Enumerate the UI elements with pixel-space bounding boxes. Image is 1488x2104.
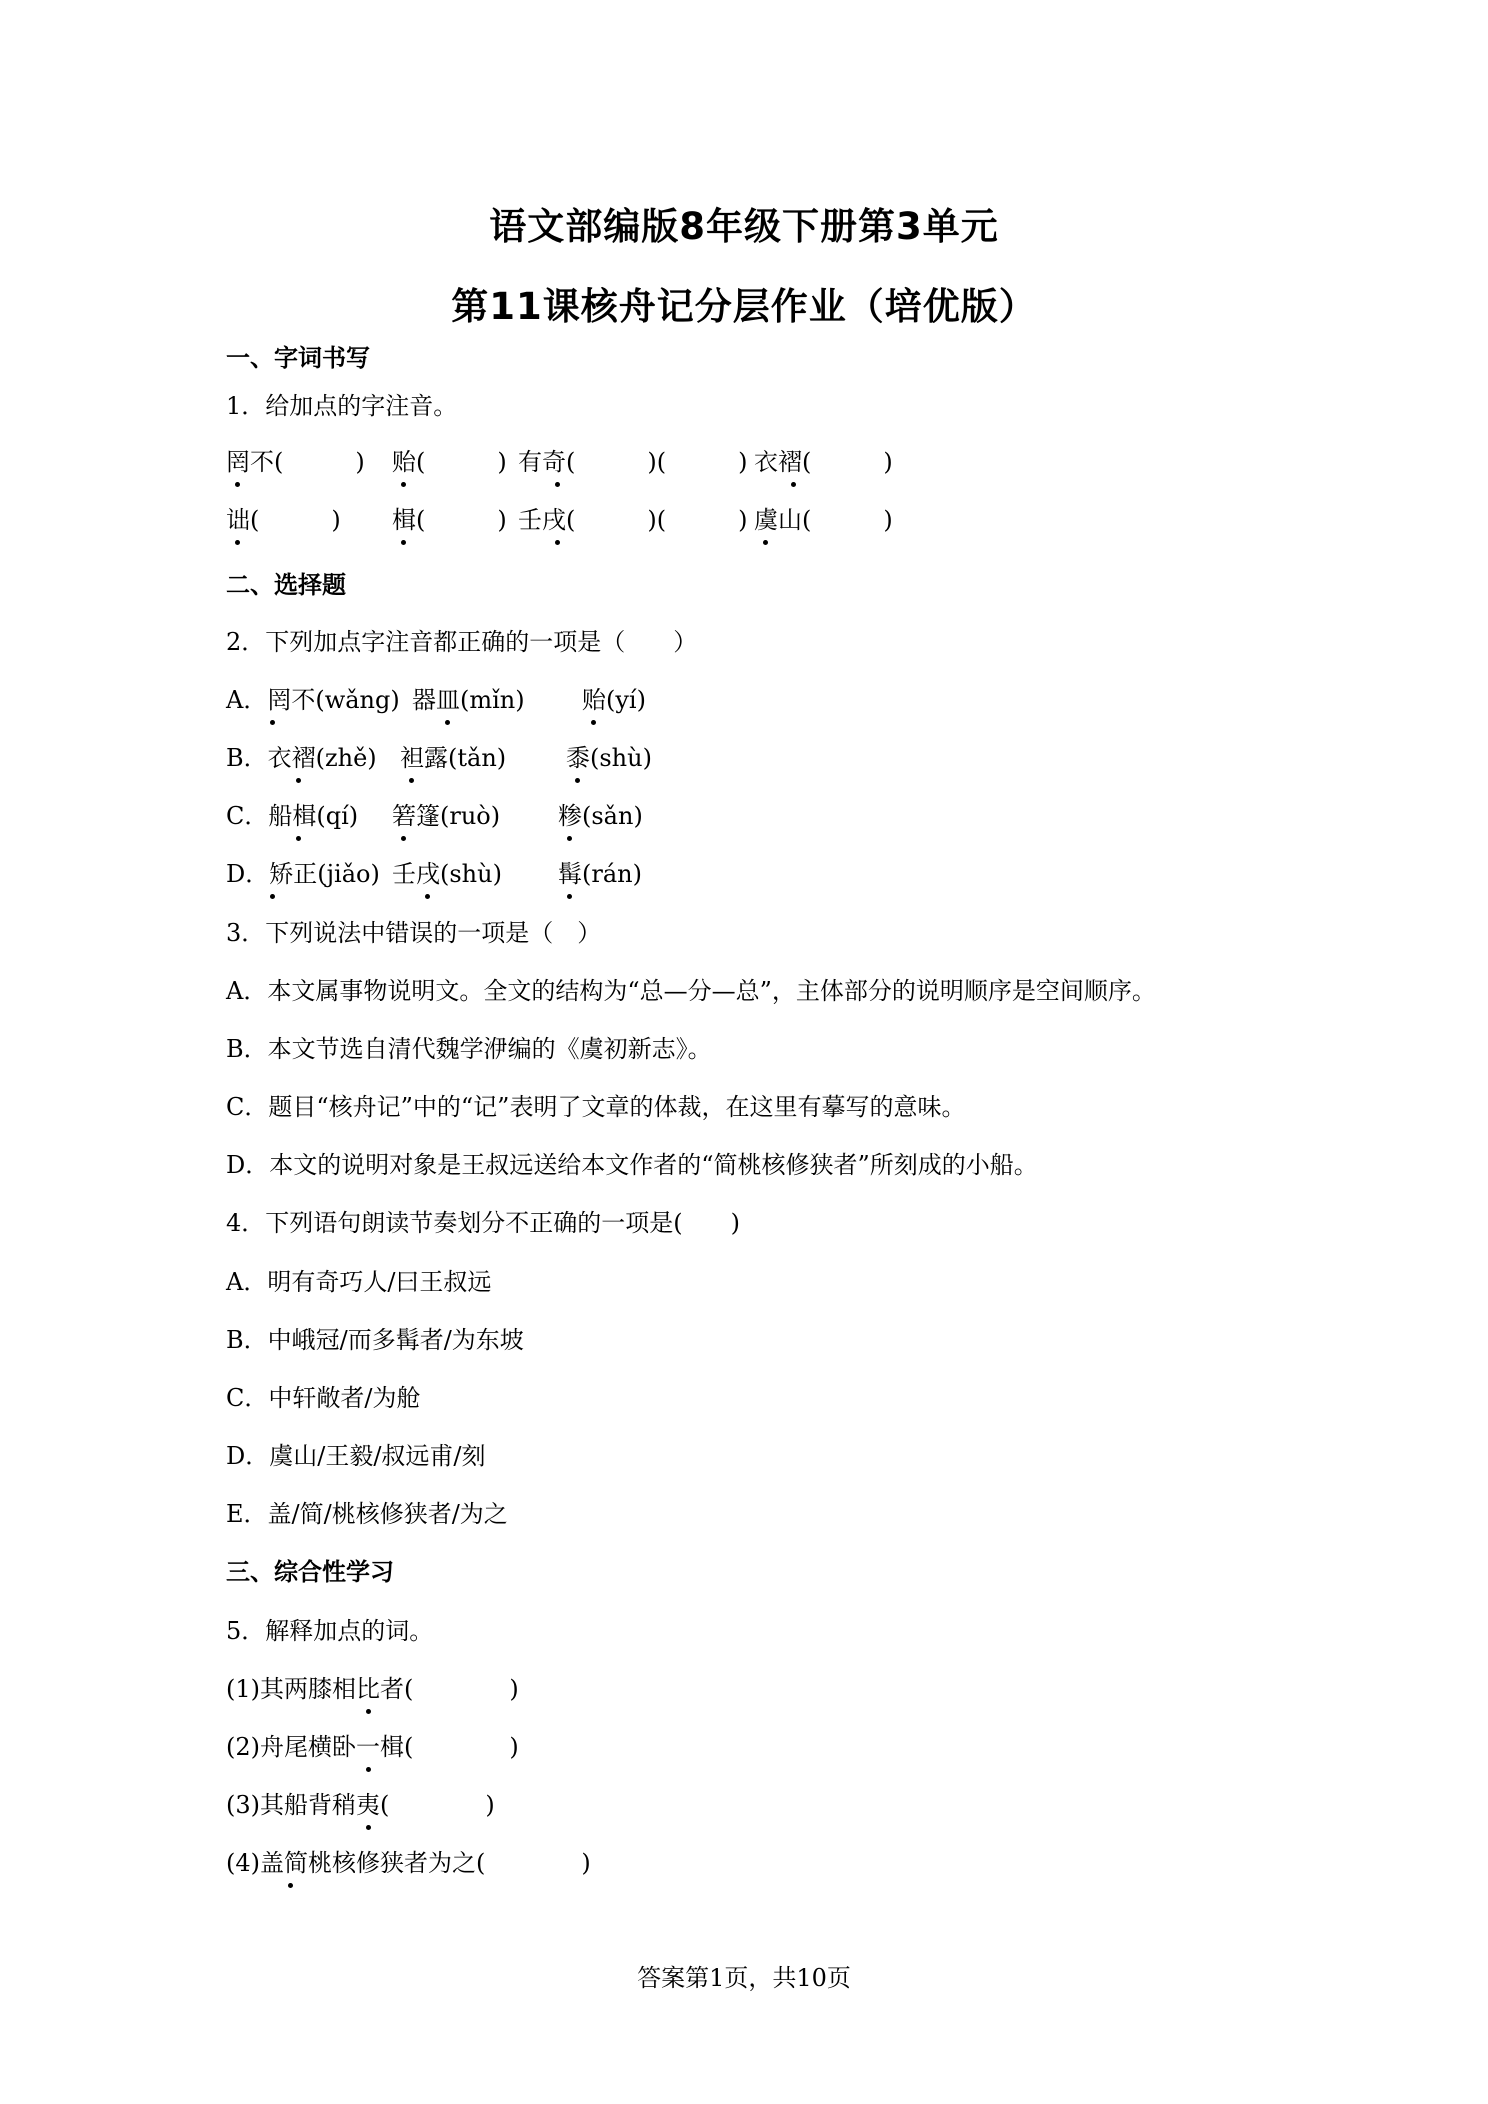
pinyin-blank-item: 虞山( ) — [754, 503, 893, 537]
question-2-option-c — [226, 799, 1466, 833]
section-heading-1: 一、字词书写 — [226, 344, 370, 372]
question-2-stem: 2．下列加点字注音都正确的一项是（ ） — [226, 628, 698, 656]
question-5-item-3: (3)其船背稍夷( ) — [226, 1788, 1466, 1822]
option-term: 髯(rán) — [558, 857, 642, 891]
question-4-stem: 4．下列语句朗读节奏划分不正确的一项是( ) — [226, 1209, 740, 1237]
pinyin-blank-item: 楫( ) — [392, 503, 518, 537]
option-term: A．罔不(wǎng) — [226, 683, 412, 717]
question-4-option-a: A．明有奇巧人/曰王叔远 — [226, 1268, 492, 1296]
pinyin-blank-item: 衣褶( ) — [754, 445, 893, 479]
question-5-item-2: (2)舟尾横卧一楫( ) — [226, 1730, 1466, 1764]
option-term: 器皿(mǐn) — [412, 683, 582, 717]
pinyin-blank-item: 诎( ) — [226, 503, 392, 537]
option-term: 壬戌(shù) — [392, 857, 558, 891]
question-1-row-2 — [226, 503, 1466, 537]
question-4-option-e: E．盖/简/桃核修狭者/为之 — [226, 1500, 508, 1528]
option-term: C．船楫(qí) — [226, 799, 392, 833]
question-5-item-1: (1)其两膝相比者( ) — [226, 1672, 1466, 1706]
question-3-option-d: D．本文的说明对象是王叔远送给本文作者的“简桃核修狭者”所刻成的小船。 — [226, 1151, 1038, 1179]
question-4-option-d: D．虞山/王毅/叔远甫/刻 — [226, 1442, 486, 1470]
question-2-option-d — [226, 857, 1466, 891]
question-2-option-a — [226, 683, 1466, 717]
pinyin-blank-item: 罔不( ) — [226, 445, 392, 479]
option-term: 糁(sǎn) — [558, 799, 643, 833]
question-2-option-b — [226, 741, 1466, 775]
pinyin-blank-item: 有奇( )( ) — [518, 445, 754, 479]
question-4-option-c: C．中轩敞者/为舱 — [226, 1384, 421, 1412]
pinyin-blank-item: 贻( ) — [392, 445, 518, 479]
option-term: 箬篷(ruò) — [392, 799, 558, 833]
question-1-stem: 1．给加点的字注音。 — [226, 392, 458, 420]
option-term: 黍(shù) — [566, 741, 652, 775]
question-3-stem: 3．下列说法中错误的一项是（ ） — [226, 919, 602, 947]
option-term: 袒露(tǎn) — [400, 741, 566, 775]
question-1-row-1 — [226, 445, 1466, 479]
question-3-option-c: C．题目“核舟记”中的“记”表明了文章的体裁，在这里有摹写的意味。 — [226, 1093, 966, 1121]
page-footer: 答案第1页，共10页 — [637, 1964, 851, 1992]
question-3-option-b: B．本文节选自清代魏学洢编的《虞初新志》。 — [226, 1035, 712, 1063]
question-5-item-4: (4)盖简桃核修狭者为之( ) — [226, 1846, 1466, 1880]
section-heading-3: 三、综合性学习 — [226, 1558, 394, 1586]
option-term: D．矫正(jiǎo) — [226, 857, 392, 891]
option-term: B．衣褶(zhě) — [226, 741, 400, 775]
question-5-stem: 5．解释加点的词。 — [226, 1617, 434, 1645]
option-term: 贻(yí) — [582, 683, 646, 717]
question-3-option-a: A．本文属事物说明文。全文的结构为“总—分—总”，主体部分的说明顺序是空间顺序。 — [226, 977, 1156, 1005]
pinyin-blank-item: 壬戌( )( ) — [518, 503, 754, 537]
section-heading-2: 二、选择题 — [226, 571, 346, 599]
question-4-option-b: B．中峨冠/而多髯者/为东坡 — [226, 1326, 524, 1354]
document-title-line2: 第11课核舟记分层作业（培优版） — [451, 285, 1037, 328]
document-title-line1: 语文部编版8年级下册第3单元 — [489, 205, 999, 248]
